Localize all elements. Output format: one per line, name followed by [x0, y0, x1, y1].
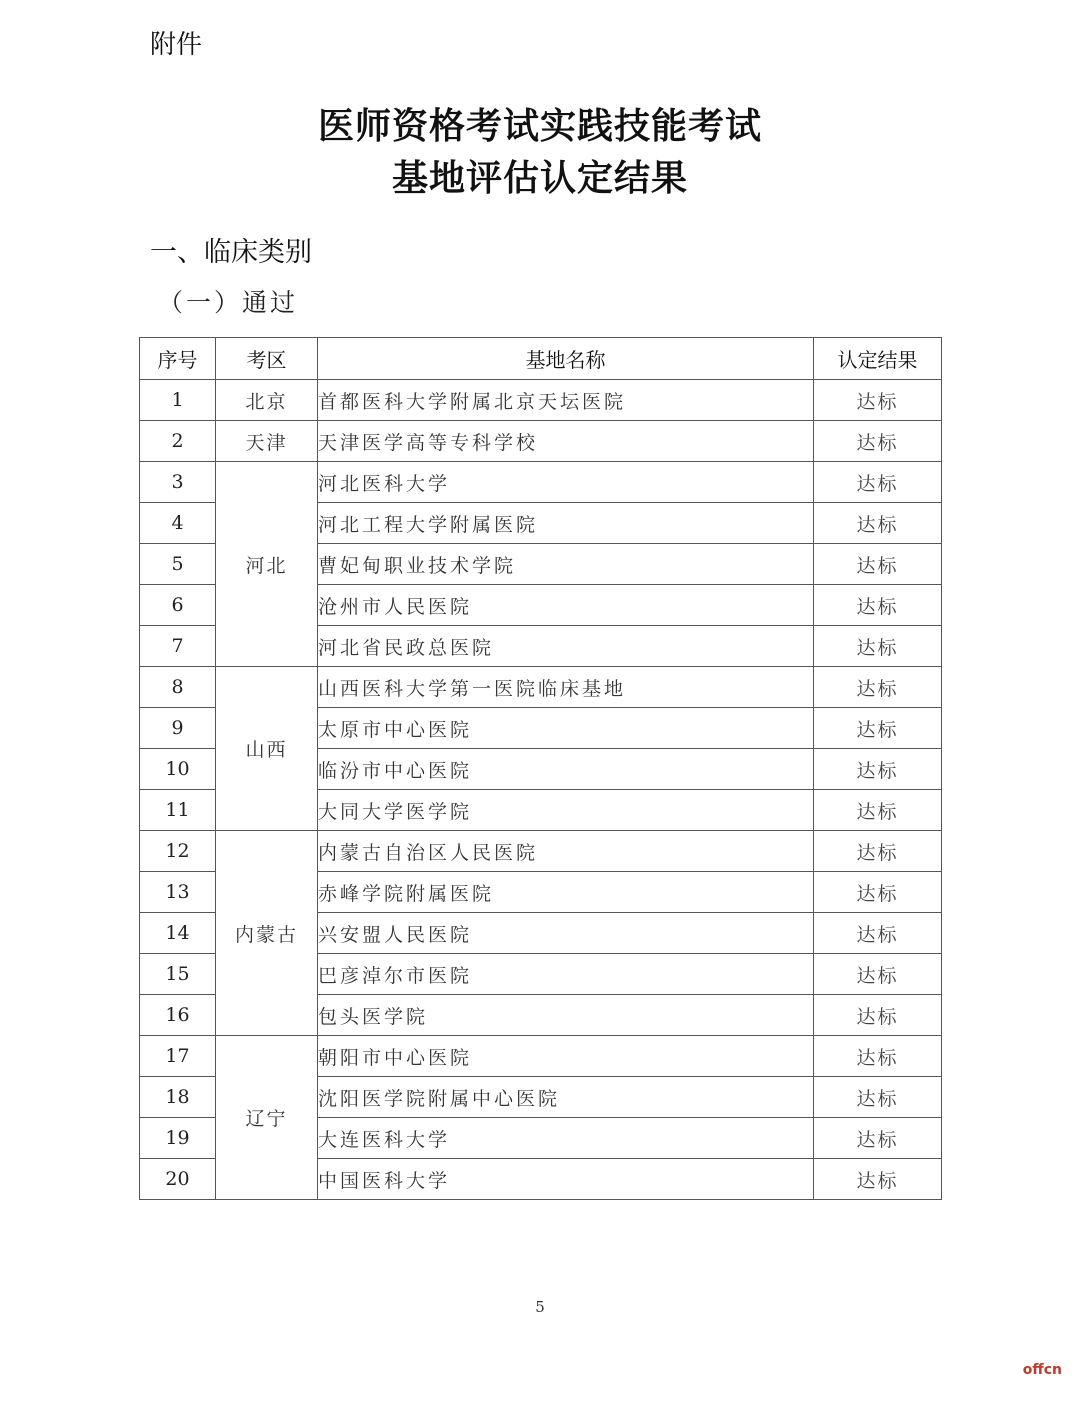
row-region: 辽宁: [216, 1036, 318, 1200]
table-row: [140, 1036, 942, 1077]
row-result: 达标: [814, 585, 942, 626]
row-serial: 11: [140, 790, 216, 831]
row-serial: 15: [140, 954, 216, 995]
row-result: 达标: [814, 831, 942, 872]
row-base-name: 沧州市人民医院: [318, 585, 814, 626]
header-region: 考区: [216, 338, 318, 380]
row-base-name: 临汾市中心医院: [318, 749, 814, 790]
row-result: 达标: [814, 503, 942, 544]
results-table: [139, 337, 942, 1200]
row-result: 达标: [814, 380, 942, 421]
row-base-name: 包头医学院: [318, 995, 814, 1036]
subsection-heading: （一）通过: [158, 288, 299, 317]
row-base-name: 赤峰学院附属医院: [318, 872, 814, 913]
row-base-name: 大连医科大学: [318, 1118, 814, 1159]
table-row: [140, 667, 942, 708]
row-base-name: 朝阳市中心医院: [318, 1036, 814, 1077]
row-base-name: 曹妃甸职业技术学院: [318, 544, 814, 585]
row-serial: 19: [140, 1118, 216, 1159]
table-row: [140, 462, 942, 503]
row-region: 河北: [216, 462, 318, 667]
row-region: 北京: [216, 380, 318, 421]
row-serial: 2: [140, 421, 216, 462]
row-base-name: 天津医学高等专科学校: [318, 421, 814, 462]
row-serial: 12: [140, 831, 216, 872]
row-serial: 8: [140, 667, 216, 708]
row-serial: 9: [140, 708, 216, 749]
row-base-name: 河北医科大学: [318, 462, 814, 503]
table-row: [140, 421, 942, 462]
row-result: 达标: [814, 1077, 942, 1118]
row-base-name: 太原市中心医院: [318, 708, 814, 749]
row-base-name: 首都医科大学附属北京天坛医院: [318, 380, 814, 421]
row-base-name: 大同大学医学院: [318, 790, 814, 831]
row-serial: 18: [140, 1077, 216, 1118]
row-serial: 4: [140, 503, 216, 544]
section-heading: 一、临床类别: [150, 237, 312, 268]
row-result: 达标: [814, 995, 942, 1036]
document-title-line1: 医师资格考试实践技能考试: [317, 106, 762, 147]
row-region: 内蒙古: [216, 831, 318, 1036]
row-region: 山西: [216, 667, 318, 831]
row-result: 达标: [814, 708, 942, 749]
row-serial: 7: [140, 626, 216, 667]
attachment-label: 附件: [150, 30, 203, 60]
row-base-name: 兴安盟人民医院: [318, 913, 814, 954]
row-serial: 14: [140, 913, 216, 954]
row-base-name: 内蒙古自治区人民医院: [318, 831, 814, 872]
row-serial: 5: [140, 544, 216, 585]
row-base-name: 河北工程大学附属医院: [318, 503, 814, 544]
row-serial: 20: [140, 1159, 216, 1200]
row-result: 达标: [814, 749, 942, 790]
row-result: 达标: [814, 913, 942, 954]
row-result: 达标: [814, 954, 942, 995]
row-serial: 13: [140, 872, 216, 913]
watermark-logo: offcn: [1022, 1362, 1062, 1378]
row-serial: 1: [140, 380, 216, 421]
row-result: 达标: [814, 626, 942, 667]
row-base-name: 沈阳医学院附属中心医院: [318, 1077, 814, 1118]
row-base-name: 河北省民政总医院: [318, 626, 814, 667]
row-result: 达标: [814, 667, 942, 708]
row-result: 达标: [814, 1118, 942, 1159]
row-result: 达标: [814, 462, 942, 503]
row-base-name: 巴彦淖尔市医院: [318, 954, 814, 995]
row-base-name: 山西医科大学第一医院临床基地: [318, 667, 814, 708]
header-serial: 序号: [140, 338, 216, 380]
row-serial: 6: [140, 585, 216, 626]
row-serial: 3: [140, 462, 216, 503]
row-serial: 17: [140, 1036, 216, 1077]
page-number: 5: [535, 1298, 545, 1316]
row-result: 达标: [814, 790, 942, 831]
table-body: [140, 380, 942, 1200]
row-result: 达标: [814, 1036, 942, 1077]
row-result: 达标: [814, 421, 942, 462]
table-row: [140, 380, 942, 421]
row-result: 达标: [814, 1159, 942, 1200]
document-title-line2: 基地评估认定结果: [391, 158, 688, 199]
row-region: 天津: [216, 421, 318, 462]
table-header-row: [140, 338, 942, 380]
row-serial: 10: [140, 749, 216, 790]
row-result: 达标: [814, 872, 942, 913]
header-result: 认定结果: [814, 338, 942, 380]
row-result: 达标: [814, 544, 942, 585]
row-serial: 16: [140, 995, 216, 1036]
row-base-name: 中国医科大学: [318, 1159, 814, 1200]
header-base-name: 基地名称: [318, 338, 814, 380]
table-row: [140, 831, 942, 872]
